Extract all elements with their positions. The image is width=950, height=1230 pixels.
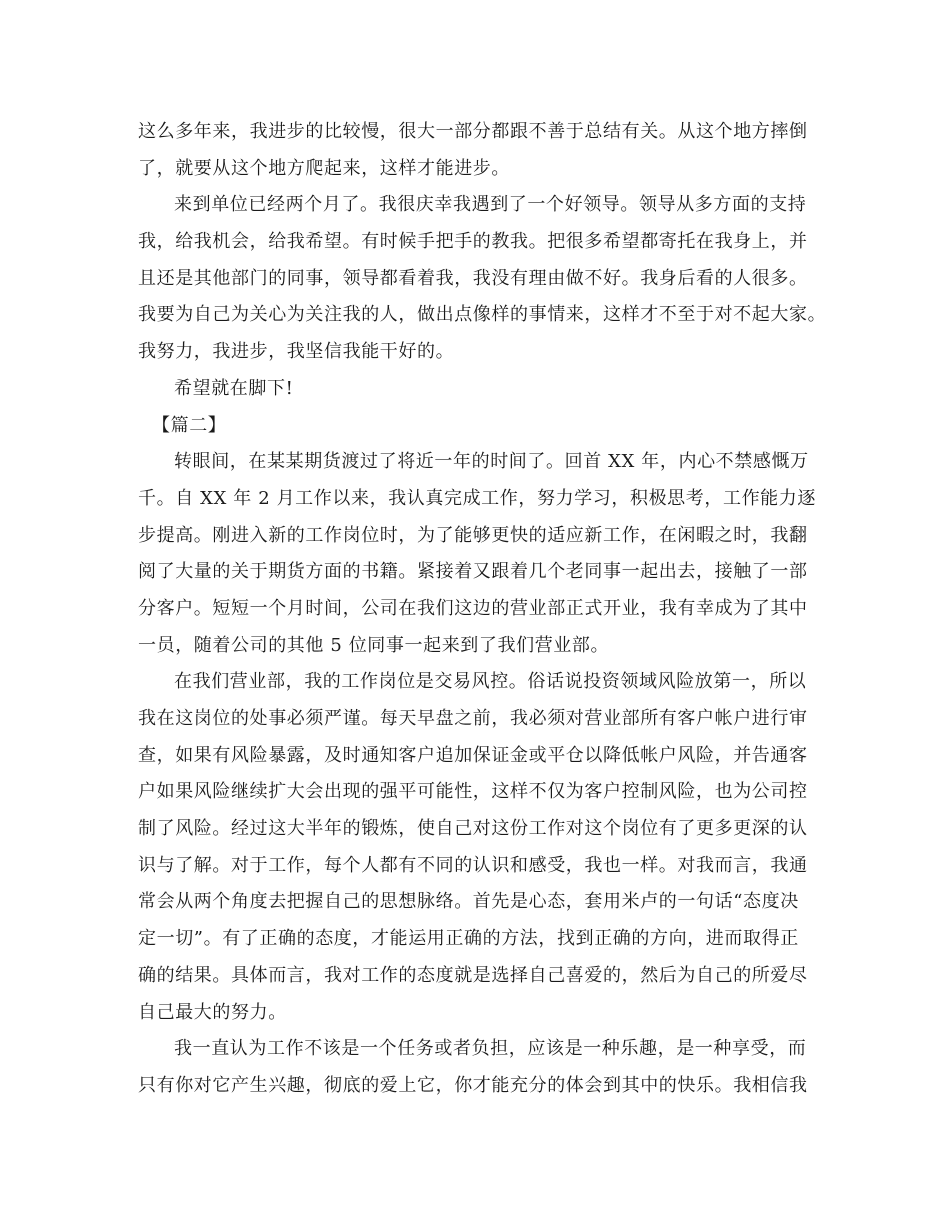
text-line: 这么多年来，我进步的比较慢，很大一部分都跟不善于总结有关。从这个地方摔倒 xyxy=(138,121,808,142)
text-line: 定一切”。有了正确的态度，才能运用正确的方法，找到正确的方向，进而取得正 xyxy=(138,928,799,950)
text-line: 希望就在脚下! xyxy=(174,377,294,399)
text-line: 千。自 XX 年 2 月工作以来，我认真完成工作，努力学习，积极思考，工作能力逐 xyxy=(138,487,816,509)
text-line: 户如果风险继续扩大会出现的强平可能性，这样不仅为客户控制风险，也为公司控 xyxy=(138,781,808,803)
text-line: 我一直认为工作不该是一个任务或者负担，应该是一种乐趣，是一种享受，而 xyxy=(174,1038,807,1060)
text-line: 只有你对它产生兴趣，彻底的爱上它，你才能充分的体会到其中的快乐。我相信我 xyxy=(138,1074,808,1096)
text-line: 我努力，我进步，我坚信我能干好的。 xyxy=(138,341,455,363)
text-line: 制了风险。经过这大半年的锻炼，使自己对这份工作对这个岗位有了更多更深的认 xyxy=(138,818,808,840)
text-line: 一员，随着公司的其他 5 位同事一起来到了我们营业部。 xyxy=(138,634,610,656)
text-line: 确的结果。具体而言，我对工作的态度就是选择自己喜爱的，然后为自己的所爱尽 xyxy=(138,964,808,986)
text-line: 了，就要从这个地方爬起来，这样才能进步。 xyxy=(138,157,510,179)
document-body xyxy=(138,114,827,1105)
text-line: 识与了解。对于工作，每个人都有不同的认识和感受，我也一样。对我而言，我通 xyxy=(138,854,808,876)
text-line: 阅了大量的关于期货方面的书籍。紧接着又跟着几个老同事一起出去，接触了一部 xyxy=(138,561,808,583)
text-line: 自己最大的努力。 xyxy=(138,1001,287,1023)
text-line: 步提高。刚进入新的工作岗位时，为了能够更快的适应新工作，在闲暇之时，我翻 xyxy=(138,524,808,546)
text-line: 在我们营业部，我的工作岗位是交易风控。俗话说投资领域风险放第一，所以 xyxy=(174,671,807,693)
text-line: 分客户。短短一个月时间，公司在我们这边的营业部正式开业，我有幸成为了其中 xyxy=(138,597,808,619)
text-line: 转眼间，在某某期货渡过了将近一年的时间了。回首 XX 年，内心不禁感慨万 xyxy=(174,451,809,473)
text-line: 查，如果有风险暴露，及时通知客户追加保证金或平仓以降低帐户风险，并告通客 xyxy=(138,744,808,766)
text-line: 我在这岗位的处事必须严谨。每天早盘之前，我必须对营业部所有客户帐户进行审 xyxy=(138,708,808,729)
text-line: 我要为自己为关心为关注我的人，做出点像样的事情来，这样才不至于对不起大家。 xyxy=(138,304,827,326)
text-line: 且还是其他部门的同事，领导都看着我，我没有理由做不好。我身后看的人很多。 xyxy=(138,267,808,289)
section-heading: 【篇二】 xyxy=(152,414,227,436)
text-line: 常会从两个角度去把握自己的思想脉络。首先是心态，套用米卢的一句话“态度决 xyxy=(138,891,799,913)
text-line: 来到单位已经两个月了。我很庆幸我遇到了一个好领导。领导从多方面的支持 xyxy=(174,194,807,216)
text-line: 我，给我机会，给我希望。有时候手把手的教我。把很多希望都寄托在我身上，并 xyxy=(138,231,808,253)
